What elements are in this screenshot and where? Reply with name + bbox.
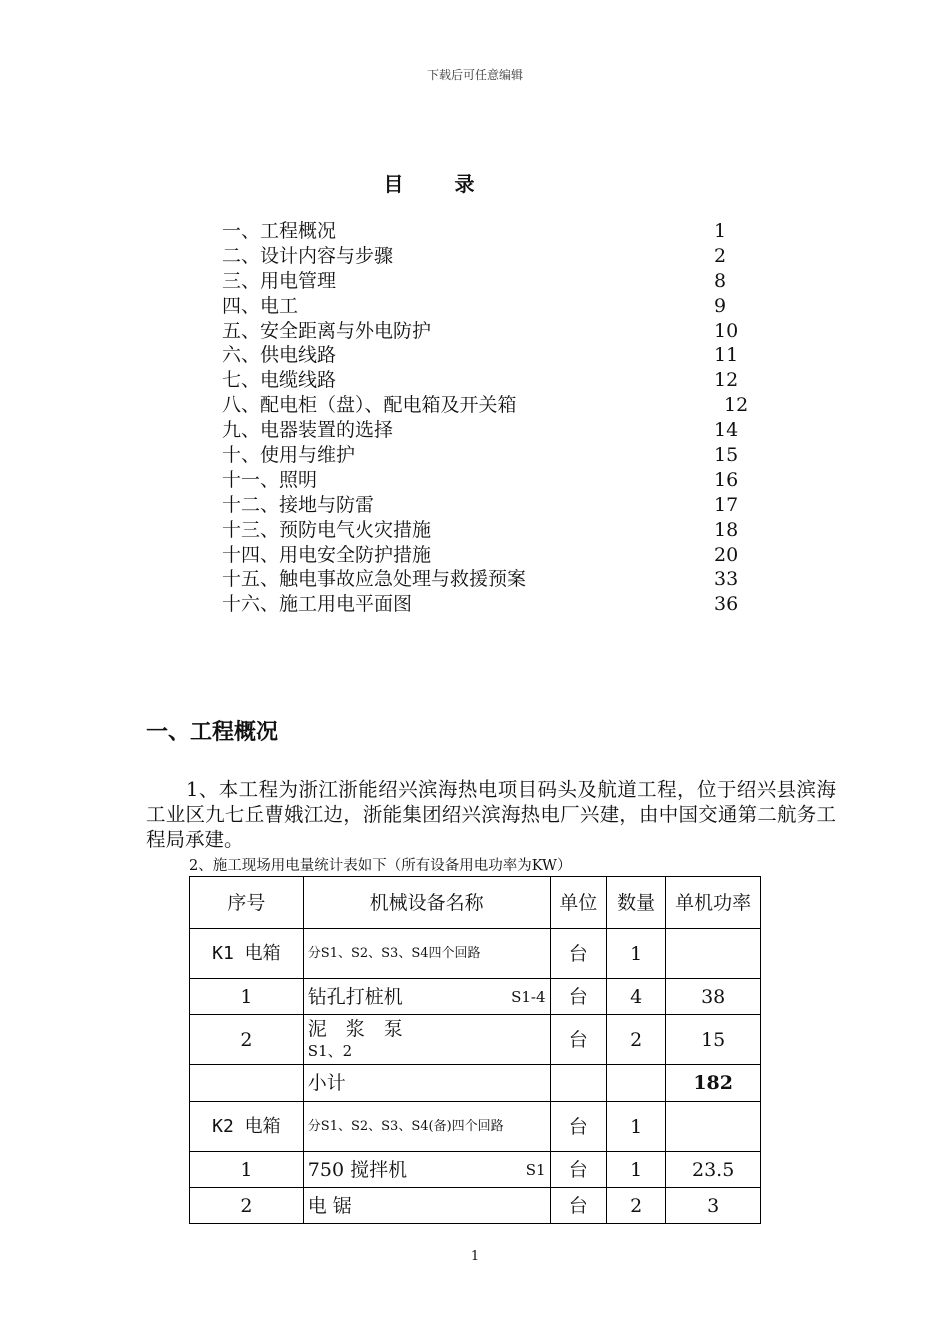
toc-item-page: 18 — [714, 518, 739, 541]
toc-item[interactable] — [222, 368, 762, 393]
toc-item-label: 七、电缆线路 — [222, 369, 337, 392]
row-name-text: 钻孔打桩机 — [307, 985, 403, 1008]
k2-power — [666, 1102, 761, 1152]
toc-item-page: 8 — [714, 269, 727, 292]
toc-item-page: 9 — [714, 294, 727, 317]
table-row — [190, 1152, 761, 1188]
row-circuit-tag: S1-4 — [511, 987, 546, 1006]
row-no: 2 — [190, 1188, 304, 1224]
toc-item[interactable] — [222, 343, 762, 368]
header-name: 机械设备名称 — [303, 877, 550, 929]
toc-item-label: 十五、触电事故应急处理与救援预案 — [222, 568, 527, 591]
page-number: 1 — [470, 1249, 480, 1264]
toc-item[interactable] — [222, 543, 762, 568]
toc-item[interactable] — [222, 244, 762, 269]
toc-item-page: 33 — [714, 568, 739, 591]
subtotal-no — [190, 1065, 304, 1102]
row-unit: 台 — [550, 1188, 606, 1224]
row-name — [303, 979, 550, 1015]
row-unit: 台 — [550, 1015, 606, 1065]
row-power: 3 — [666, 1188, 761, 1224]
subtotal-qty — [606, 1065, 665, 1102]
row-name — [303, 1152, 550, 1188]
toc-item-page: 15 — [714, 444, 739, 467]
toc-item-page: 10 — [714, 319, 739, 342]
toc-item-label: 五、安全距离与外电防护 — [222, 319, 432, 342]
toc-item-page: 12 — [714, 369, 739, 392]
toc-item-page: 17 — [714, 493, 739, 516]
row-qty: 2 — [606, 1015, 665, 1065]
toc-item[interactable] — [222, 493, 762, 518]
toc-item[interactable] — [222, 567, 762, 592]
toc-item-page: 2 — [714, 244, 727, 267]
toc-item-page: 1 — [714, 220, 727, 242]
toc-item-label: 十一、照明 — [222, 468, 318, 491]
toc-item[interactable] — [222, 518, 762, 543]
toc-item-page: 16 — [714, 468, 739, 491]
row-power: 38 — [666, 979, 761, 1015]
toc-item[interactable] — [222, 468, 762, 493]
toc-item[interactable] — [222, 294, 762, 319]
row-qty: 1 — [606, 1152, 665, 1188]
power-usage-table — [189, 876, 761, 1224]
header-note: 下载后可任意编辑 — [426, 68, 523, 82]
row-qty: 2 — [606, 1188, 665, 1224]
table-row — [190, 1015, 761, 1065]
table-caption: 2、施工现场用电量统计表如下（所有设备用电功率为KW） — [189, 858, 572, 874]
row-no: 1 — [190, 1152, 304, 1188]
toc-item[interactable] — [222, 592, 762, 617]
row-unit: 台 — [550, 979, 606, 1015]
toc-item-label: 三、用电管理 — [222, 269, 337, 292]
toc-item-label: 十二、接地与防雷 — [222, 493, 375, 516]
toc-item-page: 36 — [714, 593, 739, 616]
toc-title: 目 录 — [383, 172, 497, 196]
toc-item-label: 一、工程概况 — [222, 220, 337, 242]
row-no: 2 — [190, 1015, 304, 1065]
toc-item-page: 12 — [724, 394, 749, 417]
table-of-contents — [222, 219, 762, 617]
k1-desc: 分S1、S2、S3、S4四个回路 — [303, 929, 550, 979]
toc-item-page: 20 — [714, 543, 739, 566]
k2-label: K2 电箱 — [190, 1102, 304, 1152]
row-name-text: 750 搅拌机 — [307, 1158, 408, 1181]
header-no: 序号 — [190, 877, 304, 929]
toc-item-label: 六、供电线路 — [222, 344, 337, 367]
row-power: 15 — [666, 1015, 761, 1065]
header-unit: 单位 — [550, 877, 606, 929]
header-power: 单机功率 — [666, 877, 761, 929]
toc-item-label: 二、设计内容与步骤 — [222, 244, 394, 267]
toc-item[interactable] — [222, 393, 762, 418]
toc-item[interactable] — [222, 269, 762, 294]
toc-item-label: 十四、用电安全防护措施 — [222, 543, 432, 566]
toc-item[interactable] — [222, 443, 762, 468]
row-no: 1 — [190, 979, 304, 1015]
toc-item[interactable] — [222, 219, 762, 244]
toc-item-label: 八、配电柜（盘）、配电箱及开关箱 — [222, 394, 517, 417]
k1-qty: 1 — [606, 929, 665, 979]
toc-item-page: 11 — [714, 344, 739, 367]
k1-power — [666, 929, 761, 979]
row-name-text: 泥 浆 泵 — [307, 1017, 403, 1040]
k1-unit: 台 — [550, 929, 606, 979]
row-circuit-tag: S1、2 — [307, 1041, 353, 1060]
row-name: 电 锯 — [303, 1188, 550, 1224]
row-qty: 4 — [606, 979, 665, 1015]
row-circuit-tag: S1 — [525, 1160, 546, 1179]
subtotal-value: 182 — [666, 1065, 761, 1102]
table-header-row — [190, 877, 761, 929]
table-row — [190, 979, 761, 1015]
toc-item-page: 14 — [714, 419, 739, 442]
subtotal-row — [190, 1065, 761, 1102]
toc-item-label: 四、电工 — [222, 294, 299, 317]
toc-item-label: 十六、施工用电平面图 — [222, 593, 413, 616]
k2-desc: 分S1、S2、S3、S4(备)四个回路 — [303, 1102, 550, 1152]
row-unit: 台 — [550, 1152, 606, 1188]
subtotal-unit — [550, 1065, 606, 1102]
k2-unit: 台 — [550, 1102, 606, 1152]
project-overview-paragraph: 1、本工程为浙江浙能绍兴滨海热电项目码头及航道工程，位于绍兴县滨海工业区九七丘曹娥江边，浙能集团绍兴滨海热电厂兴建，由中国交通第二航务工程局承建。 — [146, 778, 836, 851]
toc-item-label: 十三、预防电气火灾措施 — [222, 518, 432, 541]
table-row — [190, 1102, 761, 1152]
toc-item[interactable] — [222, 319, 762, 344]
table-row — [190, 929, 761, 979]
toc-item[interactable] — [222, 418, 762, 443]
row-power: 23.5 — [666, 1152, 761, 1188]
toc-item-label: 十、使用与维护 — [222, 444, 356, 467]
table-row — [190, 1188, 761, 1224]
k2-qty: 1 — [606, 1102, 665, 1152]
k1-label: K1 电箱 — [190, 929, 304, 979]
section-heading: 一、工程概况 — [146, 720, 279, 745]
subtotal-label: 小计 — [303, 1065, 550, 1102]
row-name — [303, 1015, 550, 1065]
toc-item-label: 九、电器装置的选择 — [222, 419, 394, 442]
header-qty: 数量 — [606, 877, 665, 929]
